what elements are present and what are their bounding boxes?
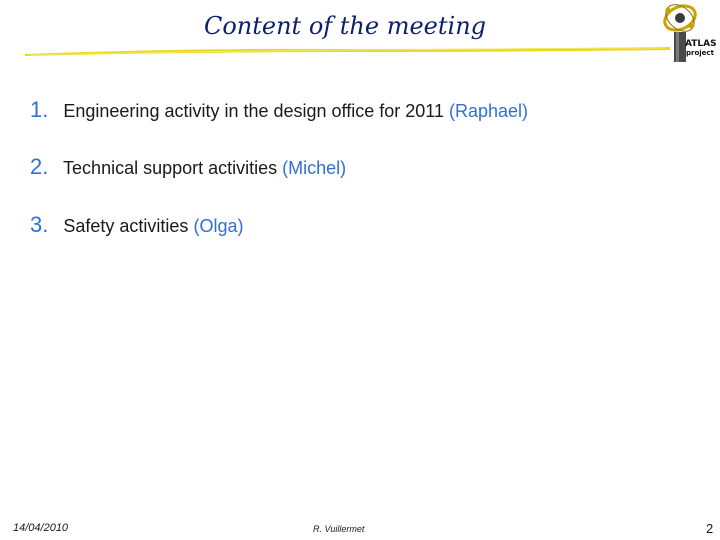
agenda-item-number: 2. xyxy=(30,154,49,179)
agenda-item-owner: (Olga) xyxy=(193,216,244,236)
agenda-item xyxy=(30,97,528,123)
title-underline-swoosh xyxy=(25,44,670,58)
logo-text-atlas: ATLAS xyxy=(685,39,716,49)
atlas-project-logo-icon xyxy=(656,2,716,64)
agenda-item-owner: (Michel) xyxy=(282,158,347,178)
agenda-item-text: Engineering activity in the design office for 2011 xyxy=(63,101,444,121)
agenda-item xyxy=(30,154,346,180)
slide-title: Content of the meeting xyxy=(203,12,487,40)
agenda-item-owner: (Raphael) xyxy=(448,101,529,121)
agenda-item-text: Technical support activities xyxy=(63,158,278,178)
agenda-item xyxy=(30,212,243,238)
footer-author: R. Vuillermet xyxy=(313,524,365,534)
agenda-item-text: Safety activities xyxy=(63,216,189,236)
agenda-item-number: 3. xyxy=(30,212,49,237)
footer-page-number: 2 xyxy=(706,521,714,536)
footer-date: 14/04/2010 xyxy=(13,522,69,534)
agenda-item-number: 1. xyxy=(30,97,49,122)
logo-text-project: project xyxy=(686,49,714,57)
